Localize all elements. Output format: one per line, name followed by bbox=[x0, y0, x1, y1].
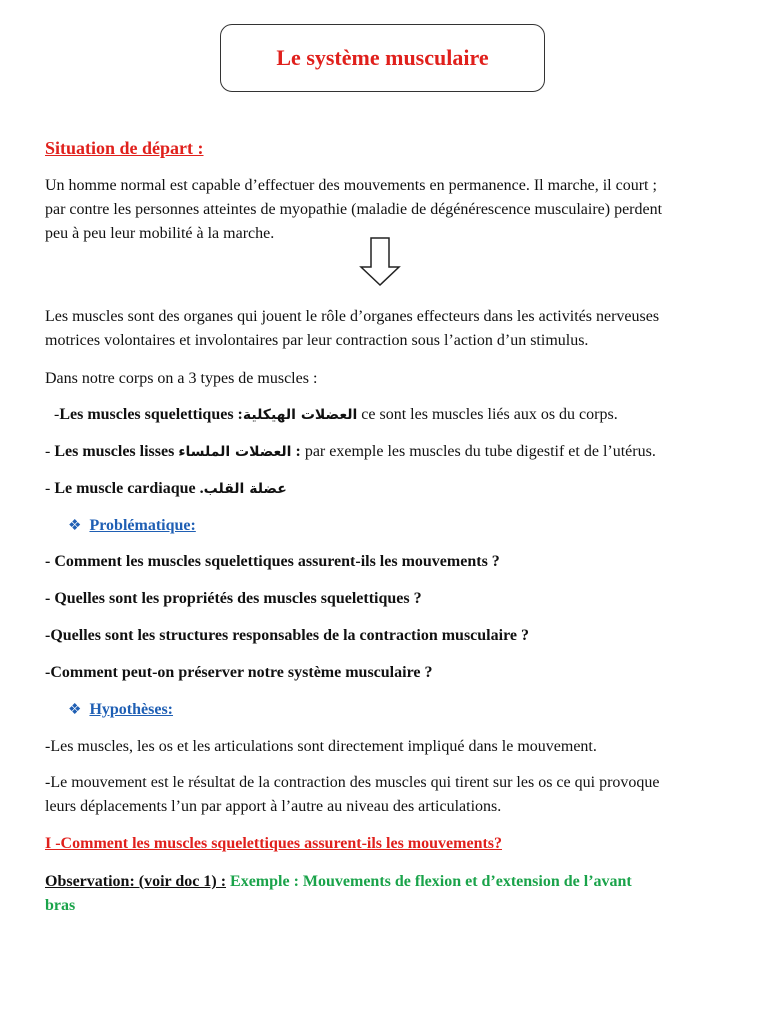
situation-line-3: peu à peu leur mobilité à la marche. bbox=[45, 225, 275, 242]
situation-heading: Situation de départ : bbox=[45, 138, 204, 158]
type-cardiac-arabic: عضلة القلب bbox=[203, 481, 287, 497]
hypothesis-2-line-1: -Le mouvement est le résultat de la contraction des muscles qui tirent sur les os ce qui provoque bbox=[45, 774, 660, 791]
question-3: -Quelles sont les structures responsables de la contraction musculaire ? bbox=[45, 627, 529, 644]
question-2: - Quelles sont les propriétés des muscles squelettiques ? bbox=[45, 590, 422, 607]
situation-line-1: Un homme normal est capable d’effectuer des mouvements en permanence. Il marche, il court ; bbox=[45, 177, 657, 194]
hypothesis-1: -Les muscles, les os et les articulations sont directement impliqué dans le mouvement. bbox=[45, 738, 597, 755]
type-skeletal-arabic: العضلات الهيكلية bbox=[242, 407, 358, 423]
type-skeletal: -Les muscles squelettiques :العضلات الهيكلية ce sont les muscles liés aux os du corps. bbox=[54, 406, 618, 423]
down-arrow-icon bbox=[359, 237, 401, 287]
section-one-heading: I -Comment les muscles squelettiques assurent-ils les mouvements? bbox=[45, 835, 503, 852]
situation-line-2: par contre les personnes atteintes de myopathie (maladie de dégénérescence musculaire) perdent bbox=[45, 201, 663, 218]
hypotheses-heading: ❖ Hypothèses: bbox=[68, 698, 758, 722]
page-title: Le système musculaire bbox=[220, 24, 545, 92]
type-skeletal-name: Les muscles squelettiques : bbox=[59, 406, 243, 423]
type-cardiac: - Le muscle cardiaque .عضلة القلب bbox=[45, 480, 287, 497]
type-smooth-arabic: العضلات الملساء bbox=[178, 444, 292, 460]
diamond-bullet-icon: ❖ bbox=[68, 518, 82, 534]
observation-label: Observation: (voir doc 1) : bbox=[45, 873, 227, 890]
observation-line bbox=[45, 870, 735, 894]
observation-example: Exemple : Mouvements de flexion et d’extension de l’avant bbox=[226, 873, 632, 890]
question-1: - Comment les muscles squelettiques assurent-ils les mouvements ? bbox=[45, 553, 500, 570]
diamond-bullet-icon: ❖ bbox=[68, 702, 82, 718]
observation-example-cont: bras bbox=[45, 897, 76, 914]
intro-line-1: Les muscles sont des organes qui jouent le rôle d’organes effecteurs dans les activités nerveuses bbox=[45, 308, 660, 325]
type-cardiac-name: Le muscle cardiaque . bbox=[54, 480, 204, 497]
hypothesis-2-line-2: leurs déplacements l’un par apport à l’autre au niveau des articulations. bbox=[45, 798, 502, 815]
types-intro: Dans notre corps on a 3 types de muscles : bbox=[45, 370, 318, 387]
intro-line-2: motrices volontaires et involontaires par leur contraction sous l’action d’un stimulus. bbox=[45, 332, 589, 349]
problematique-heading: ❖ Problématique: bbox=[68, 514, 758, 538]
type-smooth: - Les muscles lisses العضلات الملساء : par exemple les muscles du tube digestif et de l’utérus. bbox=[45, 443, 656, 460]
type-smooth-name: Les muscles lisses bbox=[54, 443, 175, 460]
question-4: -Comment peut-on préserver notre système musculaire ? bbox=[45, 664, 433, 681]
